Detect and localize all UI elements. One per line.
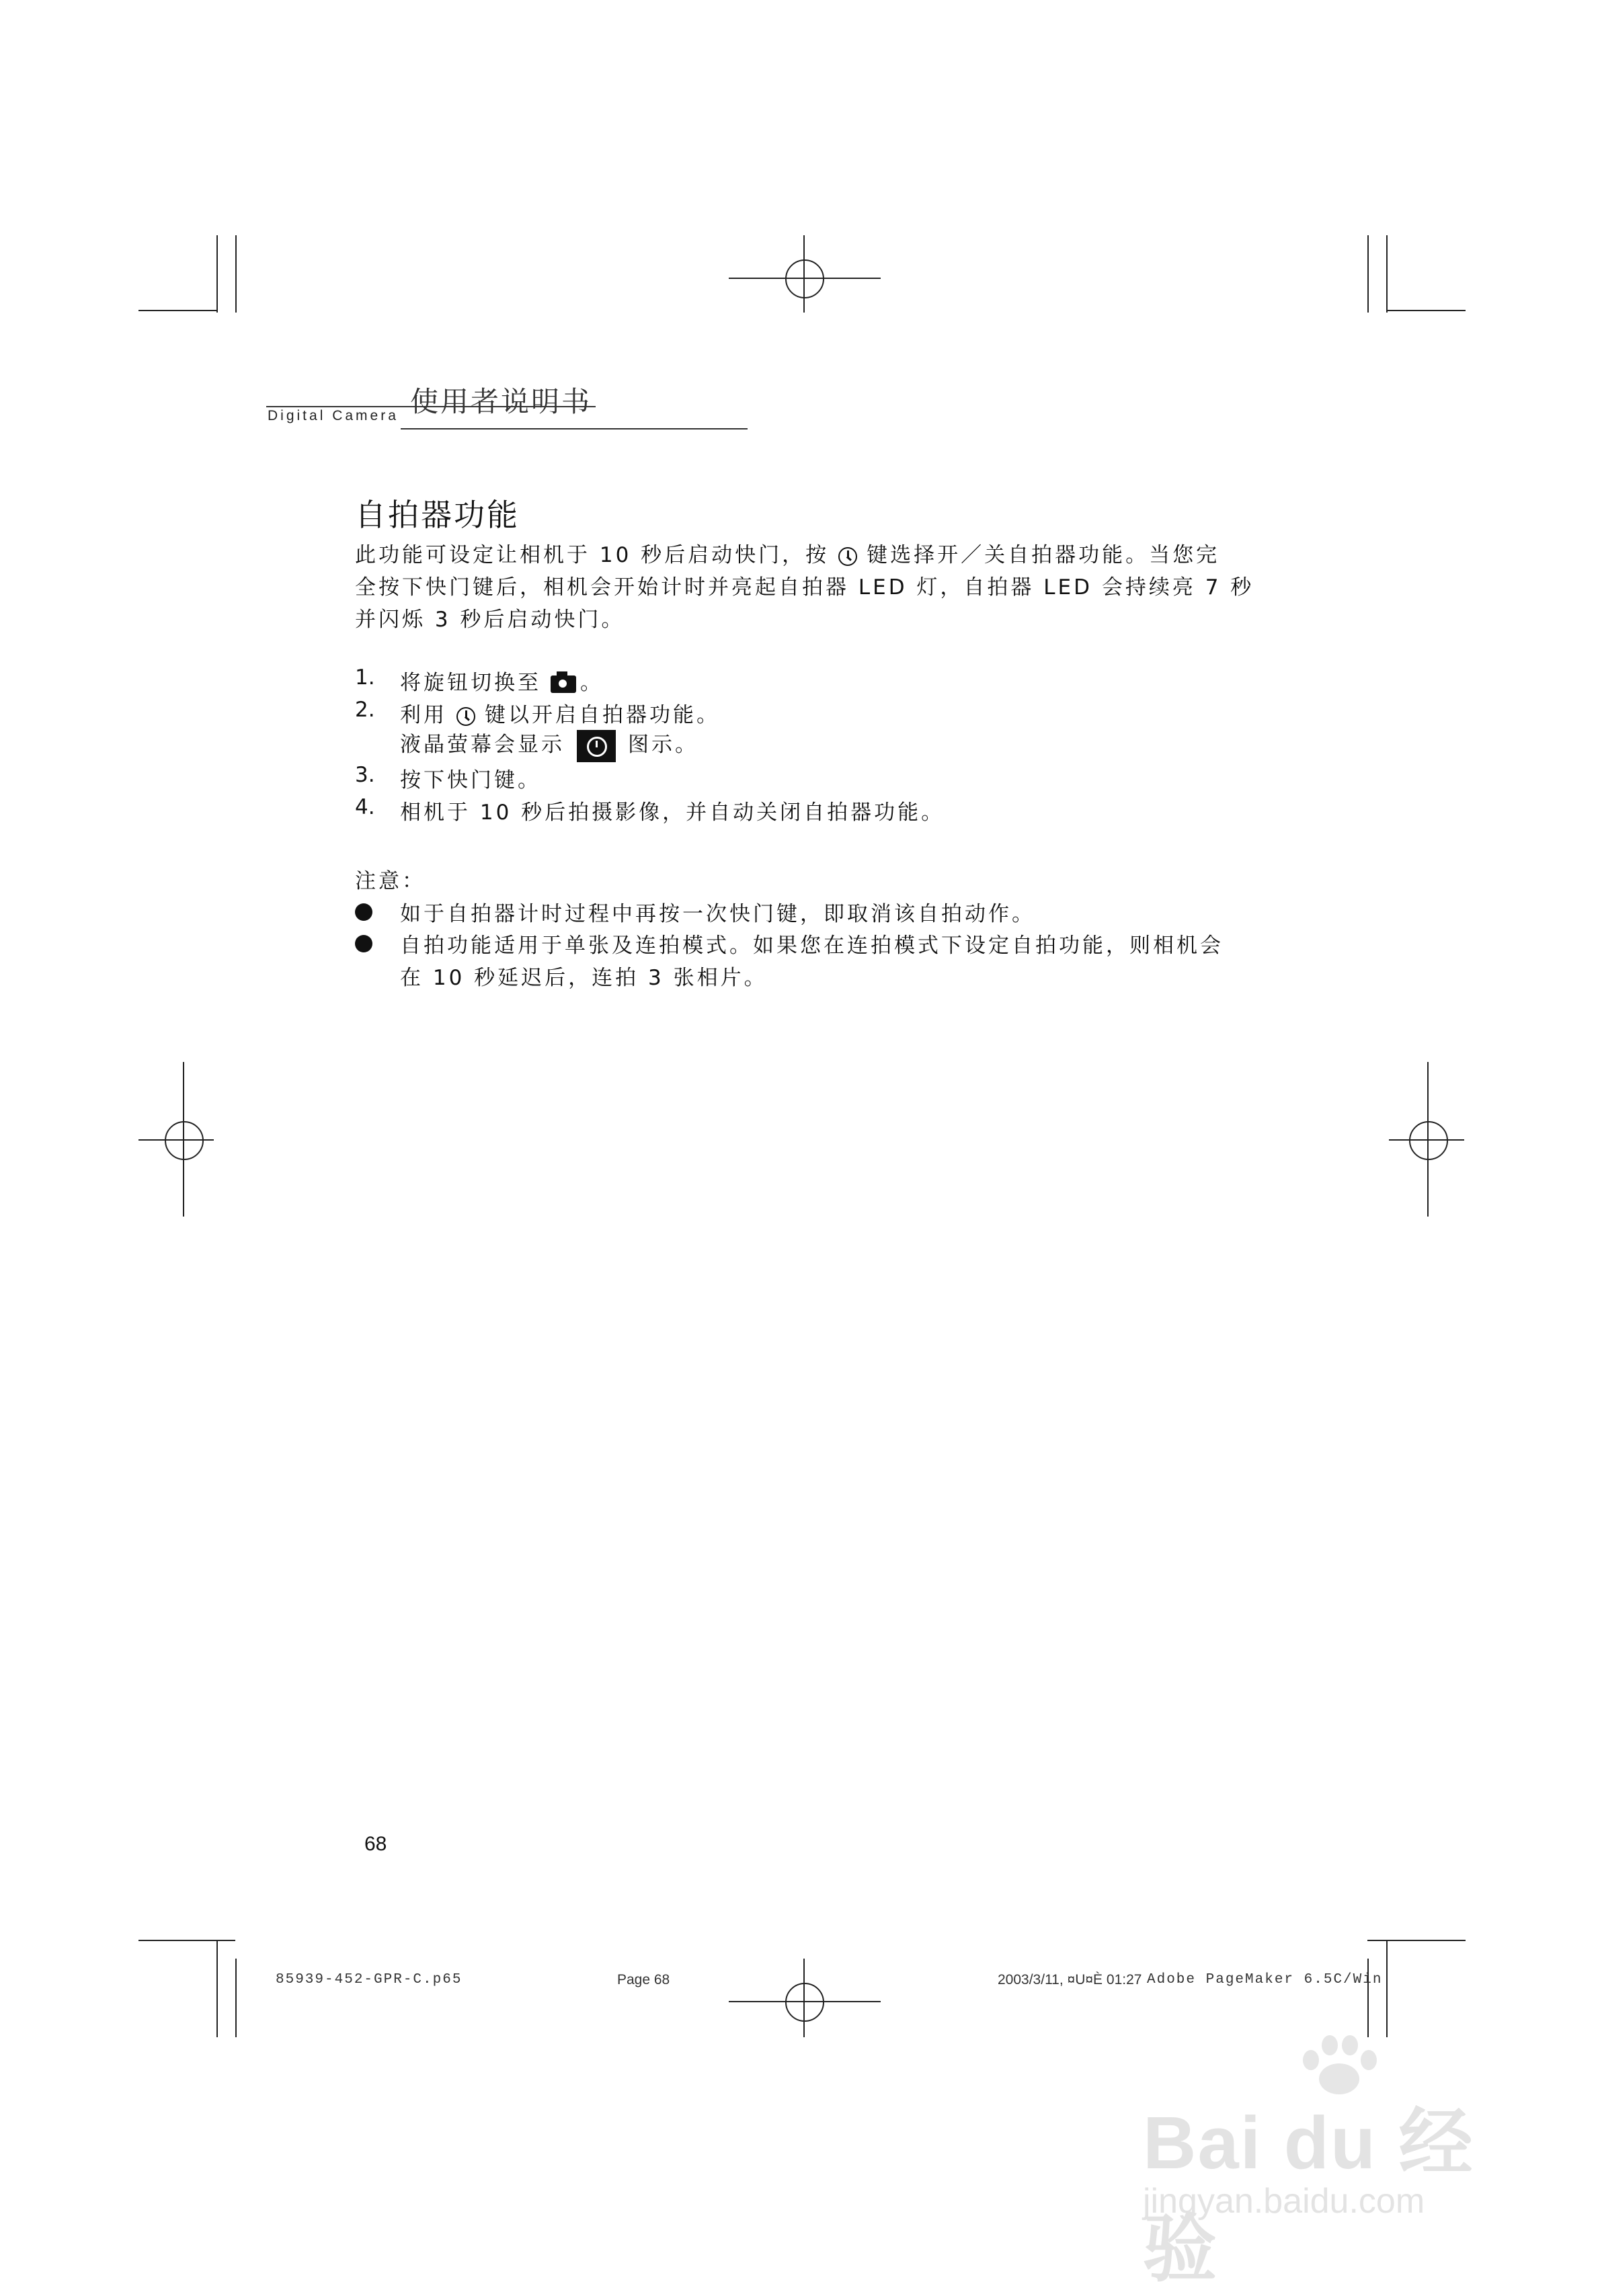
- step-text-part: 液晶萤幕会显示: [400, 733, 565, 757]
- step-number: 3.: [355, 763, 375, 787]
- self-timer-icon: [838, 547, 857, 566]
- step-text-part: 利用: [400, 703, 447, 727]
- step-text-part: 键以开启自拍器功能。: [485, 703, 720, 727]
- watermark-url: jingyan.baidu.com: [1143, 2182, 1425, 2221]
- intro-line-2: 全按下快门键后，相机会开始计时并亮起自拍器 LED 灯，自拍器 LED 会持续亮 7 秒: [355, 575, 1254, 600]
- footer-filename: 85939-452-GPR-C.p65: [276, 1972, 463, 1987]
- step-subtext: [400, 727, 698, 762]
- footer-date: 2003/3/11, ¤U¤È 01:27: [998, 1972, 1142, 1987]
- step-text-part: 图示。: [628, 733, 698, 757]
- footer-page: Page 68: [617, 1972, 670, 1987]
- note-line: 在 10 秒延迟后，连拍 3 张相片。: [400, 966, 768, 990]
- step-text-part: 。: [580, 671, 604, 695]
- step-number: 4.: [355, 795, 375, 819]
- intro-text: 此功能可设定让相机于 10 秒后启动快门，按: [355, 543, 830, 567]
- step-text: 按下快门键。: [400, 768, 541, 792]
- page-number: 68: [364, 1833, 387, 1855]
- notes-heading: 注意：: [355, 869, 426, 893]
- footer-app: Adobe PageMaker 6.5C/Win: [1147, 1972, 1383, 1987]
- header-rule-bottom: [401, 428, 748, 429]
- watermark-logo: Bai du 经验: [1143, 2102, 1474, 2291]
- intro-text: 键选择开／关自拍器功能。当您完: [867, 543, 1220, 567]
- self-timer-display-icon: [577, 730, 616, 762]
- camera-icon: [551, 675, 576, 693]
- step-number: 1.: [355, 665, 375, 690]
- intro-line-3: 并闪烁 3 秒后启动快门。: [355, 608, 625, 632]
- manual-title: 使用者说明书: [410, 385, 592, 418]
- step-text: [400, 665, 604, 696]
- self-timer-icon: [456, 707, 475, 726]
- section-title: 自拍器功能: [355, 497, 520, 533]
- intro-line-1: [355, 538, 1219, 568]
- note-line: 自拍功能适用于单张及连拍模式。如果您在连拍模式下设定自拍功能，则相机会: [400, 934, 1224, 958]
- step-text: [400, 698, 720, 728]
- step-text-part: 将旋钮切换至: [400, 671, 541, 695]
- bullet-icon: [355, 903, 372, 921]
- note-line: 如于自拍器计时过程中再按一次快门键，即取消该自拍动作。: [400, 902, 1035, 926]
- baidu-watermark: [1143, 2030, 1546, 2291]
- brand-label: Digital Camera: [268, 408, 399, 423]
- step-text: 相机于 10 秒后拍摄影像，并自动关闭自拍器功能。: [400, 801, 945, 825]
- step-number: 2.: [355, 698, 375, 722]
- bullet-icon: [355, 935, 372, 952]
